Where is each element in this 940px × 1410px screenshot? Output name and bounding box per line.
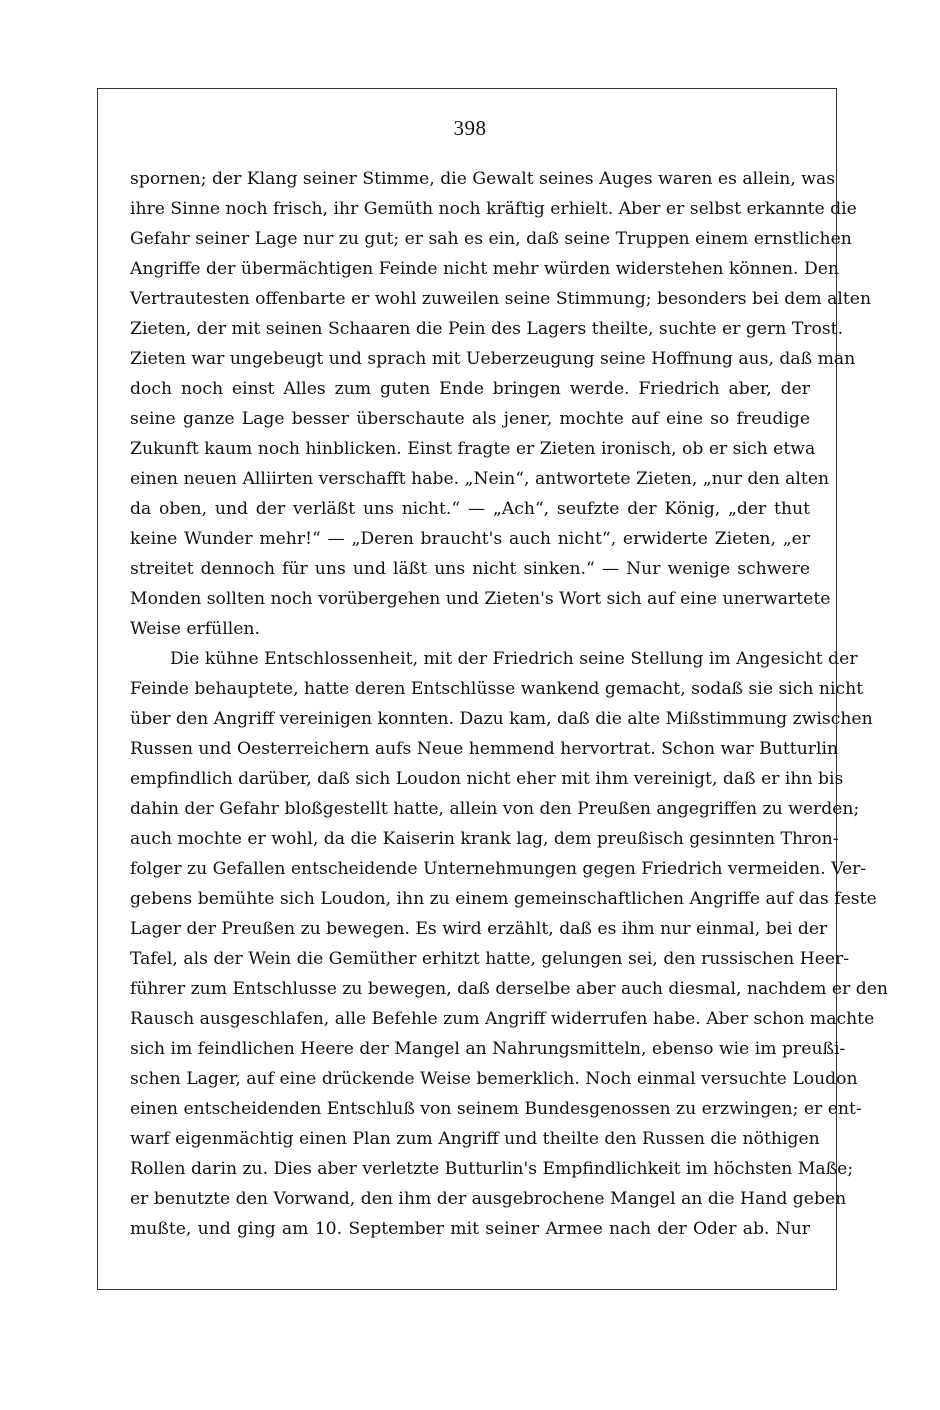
text-line: auch mochte er wohl, da die Kaiserin krank lag, dem preußisch gesinnten Thron-: [130, 829, 839, 849]
text-line: Die kühne Entschlossenheit, mit der Friedrich seine Stellung im Angesicht der: [170, 649, 858, 669]
text-line: sich im feindlichen Heere der Mangel an Nahrungsmitteln, ebenso wie im preußi-: [130, 1039, 846, 1059]
text-line: Weise erfüllen.: [130, 619, 260, 639]
text-line: Russen und Oesterreichern aufs Neue hemmend hervortrat. Schon war Butturlin: [130, 739, 839, 759]
text-line: empfindlich darüber, daß sich Loudon nicht eher mit ihm vereinigt, daß er ihn bis: [130, 769, 844, 789]
page-number: 398: [453, 116, 487, 140]
text-line: Zieten, der mit seinen Schaaren die Pein des Lagers theilte, suchte er gern Trost.: [130, 319, 844, 339]
body-text: [130, 164, 888, 1244]
text-line: warf eigenmächtig einen Plan zum Angriff und theilte den Russen die nöthigen: [130, 1129, 820, 1149]
text-line: Lager der Preußen zu bewegen. Es wird erzählt, daß es ihm nur einmal, bei der: [130, 919, 828, 939]
text-line: einen entscheidenden Entschluß von seinem Bundesgenossen zu erzwingen; er ent-: [130, 1099, 862, 1119]
text-line: Vertrautesten offenbarte er wohl zuweilen seine Stimmung; besonders bei dem alten: [130, 289, 872, 309]
text-line: ihre Sinne noch frisch, ihr Gemüth noch kräftig erhielt. Aber er selbst erkannte die: [130, 199, 857, 219]
text-line: spornen; der Klang seiner Stimme, die Gewalt seines Auges waren es allein, was: [130, 169, 836, 189]
text-line: folger zu Gefallen entscheidende Unternehmungen gegen Friedrich vermeiden. Ver-: [130, 859, 867, 879]
text-line: mußte, und ging am 10. September mit seiner Armee nach der Oder ab. Nur: [130, 1219, 810, 1239]
text-line: doch noch einst Alles zum guten Ende bringen werde. Friedrich aber, der: [130, 379, 810, 399]
paragraph: [130, 164, 872, 644]
text-line: gebens bemühte sich Loudon, ihn zu einem gemeinschaftlichen Angriffe auf das feste: [130, 889, 877, 909]
text-line: schen Lager, auf eine drückende Weise bemerklich. Noch einmal versuchte Loudon: [130, 1069, 858, 1089]
text-line: führer zum Entschlusse zu bewegen, daß derselbe aber auch diesmal, nachdem er den: [130, 979, 888, 999]
text-line: Zieten war ungebeugt und sprach mit Ueberzeugung seine Hoffnung aus, daß man: [130, 349, 856, 369]
text-line: Monden sollten noch vorübergehen und Zieten's Wort sich auf eine unerwartete: [130, 589, 831, 609]
text-line: seine ganze Lage besser überschaute als jener, mochte auf eine so freudige: [130, 409, 810, 429]
text-line: streitet dennoch für uns und läßt uns nicht sinken.“ — Nur wenige schwere: [130, 559, 810, 579]
text-line: keine Wunder mehr!“ — „Deren braucht's auch nicht“, erwiderte Zieten, „er: [130, 529, 810, 549]
text-line: einen neuen Alliirten verschafft habe. „Nein“, antwortete Zieten, „nur den alten: [130, 469, 830, 489]
text-line: Angriffe der übermächtigen Feinde nicht mehr würden widerstehen können. Den: [130, 259, 839, 279]
text-line: Tafel, als der Wein die Gemüther erhitzt hatte, gelungen sei, den russischen Heer-: [130, 949, 850, 969]
text-line: Feinde behauptete, hatte deren Entschlüsse wankend gemacht, sodaß sie sich nicht: [130, 679, 864, 699]
text-line: Rausch ausgeschlafen, alle Befehle zum Angriff widerrufen habe. Aber schon machte: [130, 1009, 875, 1029]
text-line: dahin der Gefahr bloßgestellt hatte, allein von den Preußen angegriffen zu werden;: [130, 799, 860, 819]
text-line: Rollen darin zu. Dies aber verletzte Butturlin's Empfindlichkeit im höchsten Maße;: [130, 1159, 854, 1179]
text-line: über den Angriff vereinigen konnten. Dazu kam, daß die alte Mißstimmung zwischen: [130, 709, 873, 729]
text-line: Zukunft kaum noch hinblicken. Einst fragte er Zieten ironisch, ob er sich etwa: [130, 439, 816, 459]
paragraph: [130, 644, 888, 1244]
text-line: Gefahr seiner Lage nur zu gut; er sah es ein, daß seine Truppen einem ernstlichen: [130, 229, 852, 249]
text-line: er benutzte den Vorwand, den ihm der ausgebrochene Mangel an die Hand geben: [130, 1189, 847, 1209]
text-line: da oben, und der verläßt uns nicht.“ — „Ach“, seufzte der König, „der thut: [130, 499, 810, 519]
